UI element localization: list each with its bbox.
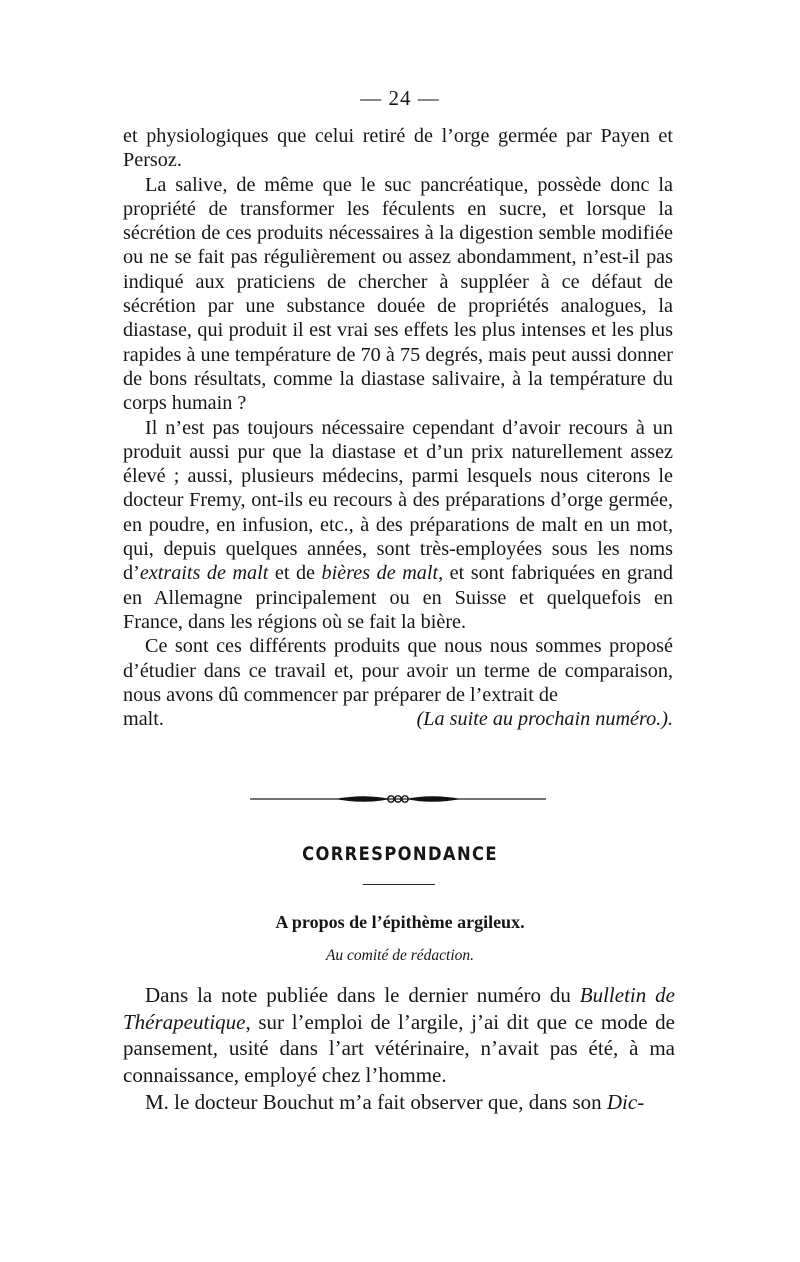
paragraph-3-emphasis-bieres: bières de malt — [321, 562, 439, 585]
letter-paragraph-1-text-a: Dans la note publiée dans le dernier numéro du — [145, 983, 580, 1007]
paragraph-4: Ce sont ces différents produits que nous nous sommes proposé d’étudier dans ce travail et, pour avoir un terme de comparaison, nous avons dû commencer par préparer de l’extrait de — [123, 635, 673, 706]
letter-paragraph-2 — [123, 1089, 675, 1116]
page-number: — 24 — — [360, 86, 440, 110]
letter-paragraph-1 — [123, 982, 675, 1089]
address-line: Au comité de rédaction. — [325, 947, 475, 964]
article-body-part2 — [123, 982, 675, 1116]
paragraph-4-last-line — [123, 707, 673, 731]
letter-paragraph-2-text-a: M. le docteur Bouchut m’a fait observer que, dans son — [145, 1089, 607, 1114]
paragraph-2: La salive, de même que le suc pancréatique, possède donc la propriété de transformer les féculents en sucre, et lorsque la sécrétion de ces produits nécessaires à la digestion semble modifiée ou ne se fait pas régulièrement ou assez abondamment, n’est-il pas indiqué aux praticiens de chercher à suppléer à ce défaut de sécrétion par une substance douée de propriétés analogues, la diastase, qui produit il est vrai ses effets les plus intenses et les plus rapides à une température de 70 à 75 degrés, mais peut aussi donner de bons résultats, comme la diastase salivaire, à la température du corps humain ? — [123, 173, 673, 415]
paragraph-1: et physiologiques que celui retiré de l’orge germée par Payen et Persoz. — [123, 125, 673, 172]
paragraph-3-emphasis-extraits: extraits de malt — [139, 562, 269, 585]
ornamental-divider — [250, 792, 546, 806]
section-title: CORRESPONDANCE — [302, 843, 498, 865]
letter-paragraph-2-emphasis: Dic- — [606, 1089, 645, 1114]
paragraph-3 — [123, 416, 673, 635]
paragraph-3-text-a: Il n’est pas toujours nécessaire cependant d’avoir recours à un produit aussi pur que la diastase et d’un prix naturellement assez élevé ; aussi, plusieurs médecins, parmi lesquels nous citerons le docteur Fremy, ont-ils eu recours à des préparations d’orge germée, en poudre, en infusion, etc., à des préparations de malt en un mot, qui, depuis quelques années, sont très-employées sous les noms d’ — [123, 416, 673, 585]
last-line-word: malt. — [123, 708, 164, 731]
paragraph-3-text-b: et de — [268, 562, 322, 585]
title-rule — [363, 884, 435, 885]
letter-paragraph-1-emphasis: Bulletin de Thérapeutique — [123, 983, 675, 1034]
article-body-part1 — [123, 124, 673, 731]
paragraph-3-text-c: , et sont fabriquées en grand en Allemagne principalement ou en Suisse et quelquefois en France, dans les régions où se fait la bière. — [123, 562, 674, 633]
article-title: A propos de l’épithème argileux. — [275, 912, 525, 932]
continuation-note: (La suite au prochain numéro.). — [416, 708, 673, 731]
letter-paragraph-1-text-b: , sur l’emploi de l’argile, j’ai dit que ce mode de pansement, usité dans l’art vétérinaire, n’avait pas été, à ma connaissance, employé chez l’homme. — [123, 1009, 675, 1088]
